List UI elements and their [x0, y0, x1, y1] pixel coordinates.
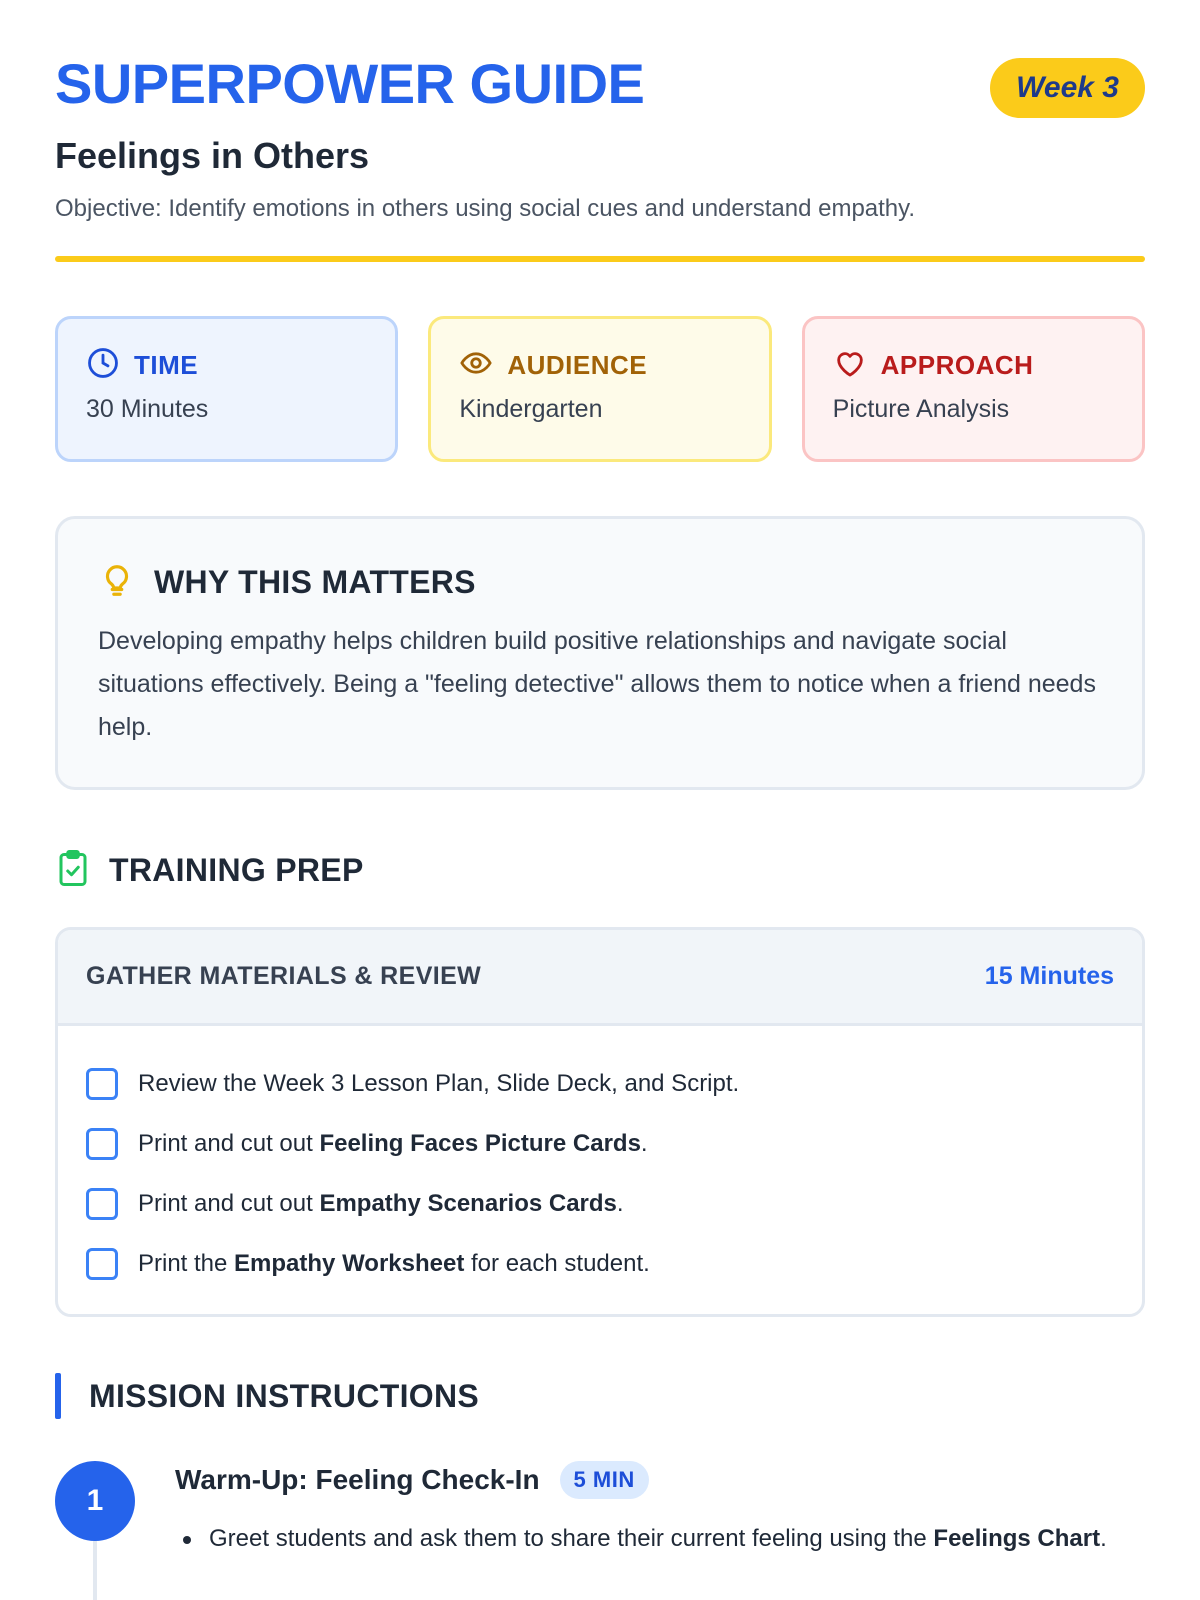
step-number: 1 [55, 1461, 135, 1541]
why-title: WHY THIS MATTERS [154, 564, 476, 600]
step-title: Warm-Up: Feeling Check-In [175, 1464, 540, 1495]
lesson-objective: Objective: Identify emotions in others using social cues and understand empathy. [55, 195, 916, 222]
header [55, 0, 1145, 262]
why-text: Developing empathy helps children build positive relationships and navigate social situations effectively. Being a "feeling detective" allows them to notice when a friend needs help. [98, 627, 1096, 741]
approach-value: Picture Analysis [832, 395, 1010, 423]
time-label: TIME [134, 349, 199, 380]
materials-label: GATHER MATERIALS & REVIEW [86, 962, 482, 990]
checkbox[interactable] [86, 1188, 118, 1220]
approach-label: APPROACH [880, 349, 1034, 380]
checklist-item-text: Review the Week 3 Lesson Plan, Slide Deck, and Script. [138, 1070, 740, 1097]
materials-box-header [58, 930, 1142, 1026]
section-accent-bar [55, 1373, 61, 1419]
checkbox[interactable] [86, 1248, 118, 1280]
page-title: SUPERPOWER GUIDE [55, 52, 645, 115]
why-this-matters-box [55, 516, 1145, 790]
training-prep-header [55, 848, 1145, 893]
training-prep-title: TRAINING PREP [109, 852, 364, 888]
materials-box [55, 927, 1145, 1317]
audience-card [428, 316, 771, 462]
checklist-item [86, 1234, 1114, 1294]
step-bullet: Greet students and ask them to share their current feeling using the Feelings Chart. [175, 1519, 1145, 1559]
time-card [55, 316, 398, 462]
approach-card [802, 316, 1145, 462]
clipboard-check-icon [55, 848, 91, 893]
checklist-item-text: Print and cut out Empathy Scenarios Cards. [138, 1190, 624, 1217]
audience-label: AUDIENCE [507, 349, 648, 380]
lesson-subtitle: Feelings in Others [55, 135, 370, 176]
mission-instructions-title: MISSION INSTRUCTIONS [89, 1377, 480, 1414]
checklist-item-text: Print the Empathy Worksheet for each student. [138, 1250, 650, 1277]
mission-step [55, 1459, 1145, 1559]
checklist-item [86, 1054, 1114, 1114]
info-cards [55, 316, 1145, 462]
time-value: 30 Minutes [86, 395, 209, 423]
week-badge: Week 3 [990, 58, 1145, 118]
step-duration-badge: 5 MIN [560, 1461, 649, 1499]
clock-icon [86, 346, 120, 385]
step-bullets [175, 1519, 1145, 1559]
checklist-item-text: Print and cut out Feeling Faces Picture Cards. [138, 1130, 648, 1157]
heart-icon [833, 346, 867, 385]
materials-checklist [58, 1026, 1142, 1314]
audience-value: Kindergarten [459, 395, 603, 423]
checklist-item [86, 1174, 1114, 1234]
checkbox[interactable] [86, 1128, 118, 1160]
checklist-item [86, 1114, 1114, 1174]
materials-time: 15 Minutes [984, 962, 1114, 990]
step-connector-line [93, 1541, 97, 1600]
mission-instructions-header [55, 1373, 1145, 1419]
eye-icon [459, 346, 493, 385]
lightbulb-icon [98, 561, 136, 604]
header-divider [55, 256, 1145, 262]
checkbox[interactable] [86, 1068, 118, 1100]
